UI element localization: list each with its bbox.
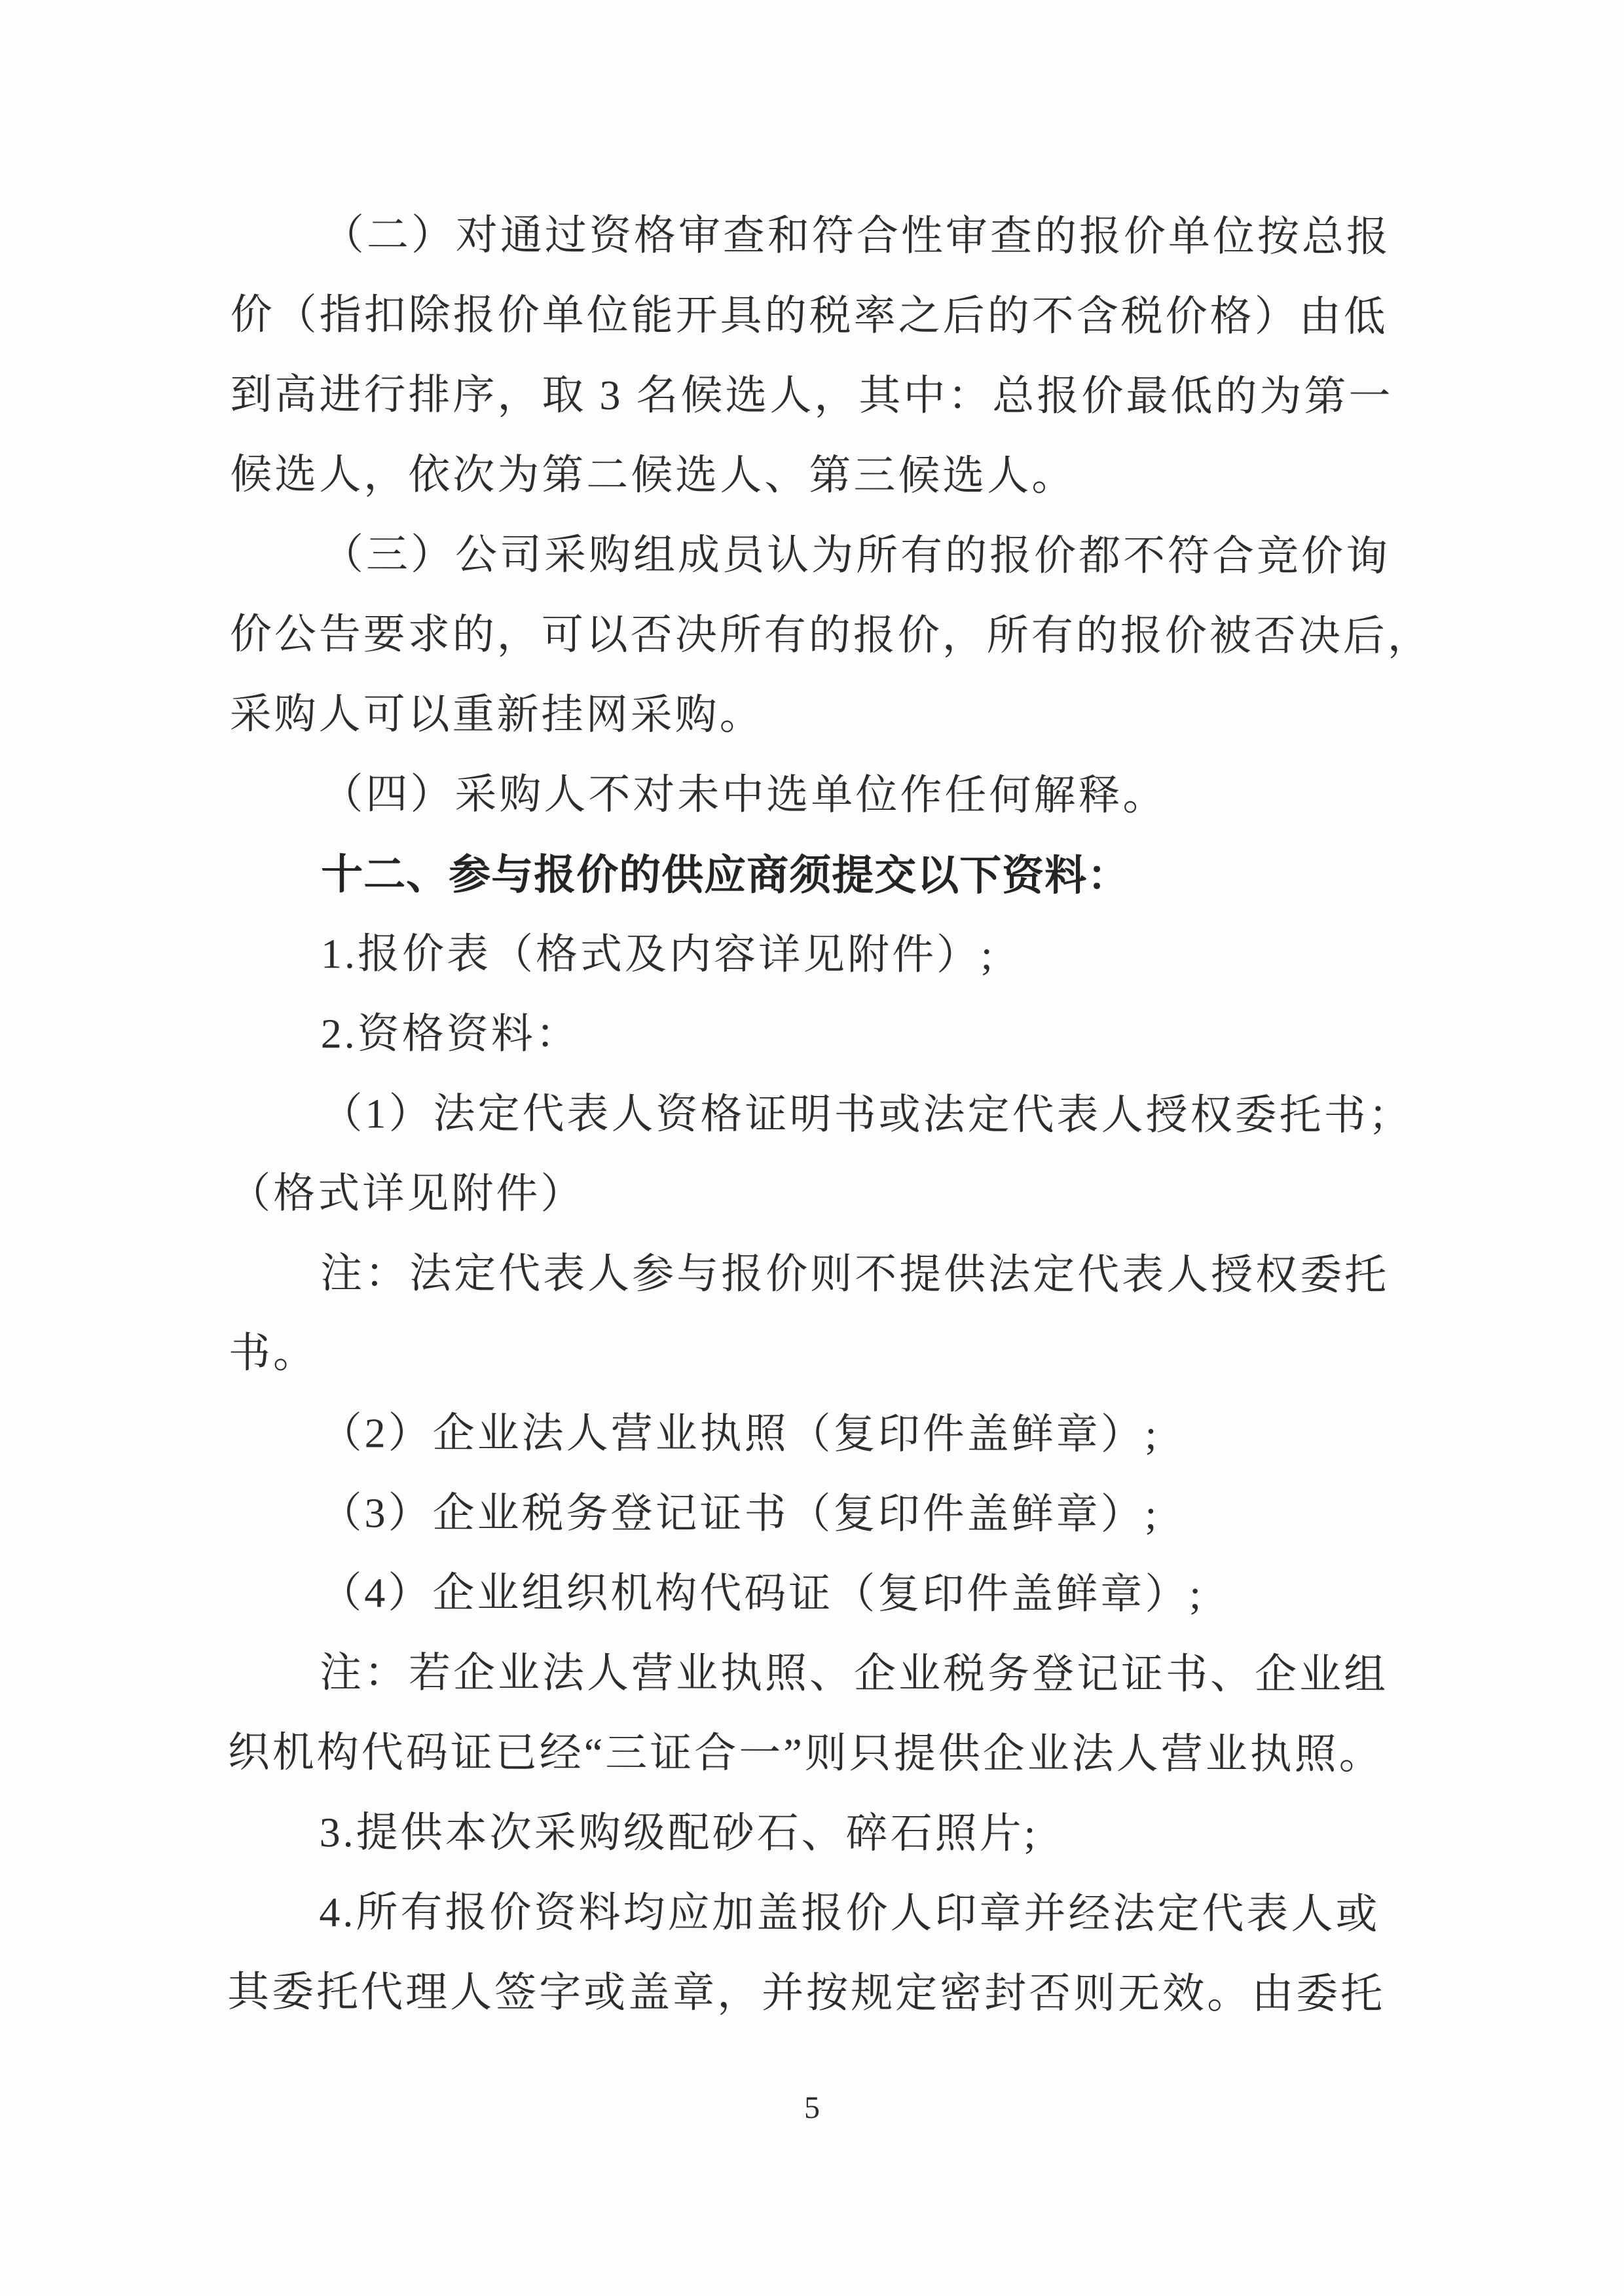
document-line: 其委托代理人签字或盖章，并按规定密封否则无效。由委托 [227,1968,1386,2018]
document-line: 注：若企业法人营业执照、企业税务登记证书、企业组 [319,1649,1389,1698]
document-line: 采购人可以重新挂网采购。 [229,690,764,738]
document-line: （四）采购人不对未中选单位作任何解释。 [321,771,1168,819]
document-line: 4.所有报价资料均应加盖报价人印章并经法定代表人或 [319,1889,1380,1938]
document-line: 到高进行排序，取 3 名候选人，其中：总报价最低的为第一 [230,371,1393,420]
document-line: （格式详见附件） [229,1169,585,1217]
document-line: （二）对通过资格审查和符合性审查的报价单位按总报 [322,211,1391,261]
document-line: 价（指扣除报价单位能开具的税率之后的不含税价格）由低 [230,291,1388,340]
document-line: 价公告要求的，可以否决所有的报价，所有的报价被否决后， [229,610,1432,660]
document-line: 书。 [228,1329,318,1377]
document-line: 注：法定代表人参与报价则不提供法定代表人授权委托 [320,1250,1390,1299]
document-line: 1.报价表（格式及内容详见附件）; [320,930,995,979]
document-line: （3）企业税务登记证书（复印件盖鲜章）; [320,1489,1160,1538]
page-number: 5 [804,2090,820,2125]
document-line: （2）企业法人营业执照（复印件盖鲜章）; [320,1410,1160,1458]
document-line: （4）企业组织机构代码证（复印件盖鲜章）; [320,1569,1204,1618]
document-line: 2.资格资料： [320,1010,580,1057]
section-heading: 十二、参与报价的供应商须提交以下资料： [321,850,1130,900]
document-line: 候选人，依次为第二候选人、第三候选人。 [230,450,1077,500]
document-text-block [227,195,1432,2034]
document-line: （三）公司采购组成员认为所有的报价都不符合竞价询 [321,531,1391,580]
document-line: （1）法定代表人资格证明书或法定代表人授权委托书； [320,1090,1413,1139]
document-line: 3.提供本次采购级配砂石、碎石照片; [319,1809,1039,1857]
document-line: 织机构代码证已经“三证合一”则只提供企业法人营业执照。 [227,1728,1384,1778]
